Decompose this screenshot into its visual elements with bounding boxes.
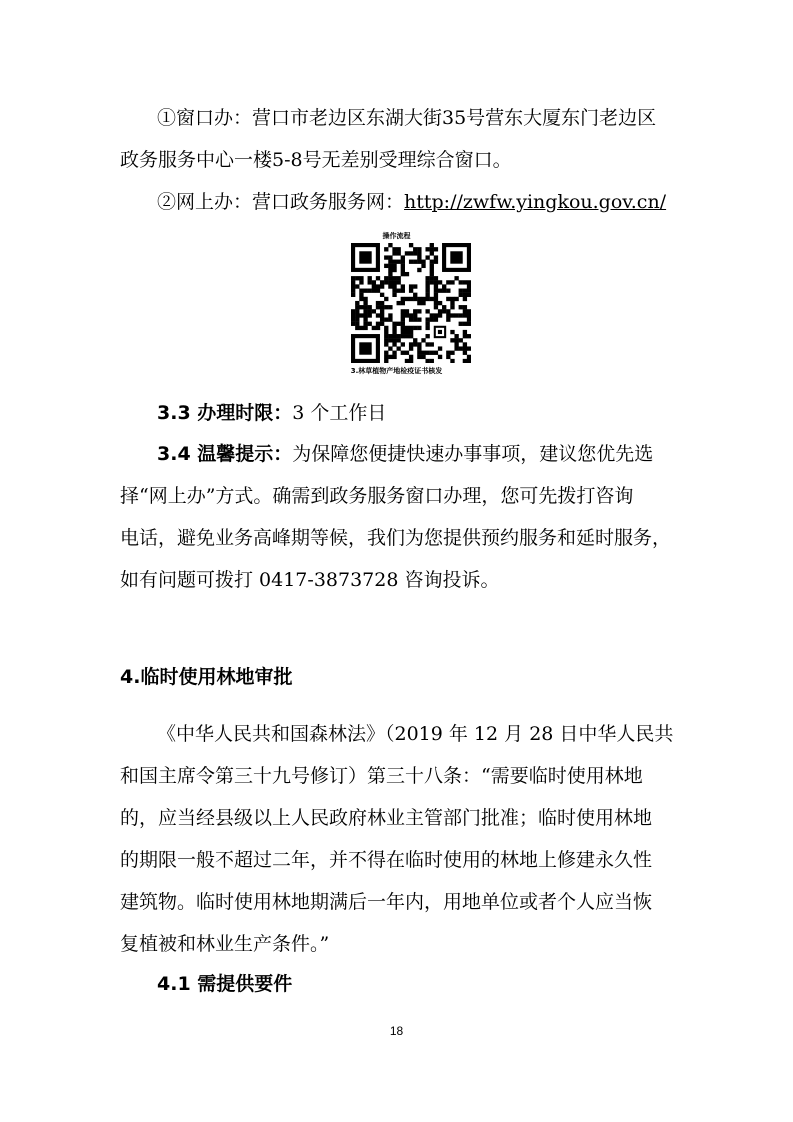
tips-text-1: 为保障您便捷快速办事事项，建议您优先选 <box>292 443 654 465</box>
online-service-url[interactable]: http://zwfw.yingkou.gov.cn/ <box>404 191 667 213</box>
requirements-subheading: 4.1 需提供要件 <box>157 973 293 995</box>
qr-caption: 3.林草植物产地检疫证书核发 <box>350 367 443 375</box>
time-limit-line <box>157 396 676 430</box>
law-line-1: 《中华人民共和国森林法》（2019 年 12 月 28 日中华人民共 <box>157 723 674 745</box>
window-service-line-1: ①窗口办：营口市老边区东湖大街35号营东大厦东门老边区 <box>157 107 657 129</box>
tips-line-3: 电话，避免业务高峰期等候，我们为您提供预约服务和延时服务， <box>120 527 672 549</box>
time-limit-label: 3.3 办理时限： <box>157 402 293 424</box>
law-line-5: 建筑物。临时使用林地期满后一年内，用地单位或者个人应当恢 <box>120 891 653 913</box>
online-service-line <box>157 185 676 219</box>
qr-title: 操作流程 <box>382 232 411 240</box>
tips-line-4: 如有问题可拨打 0417-3873728 咨询投诉。 <box>120 569 500 591</box>
page-number: 18 <box>389 1024 404 1038</box>
qr-code-image[interactable] <box>351 243 471 363</box>
law-line-2: 和国主席令第三十九号修订）第三十八条：“需要临时使用林地 <box>120 765 643 787</box>
time-limit-value: 3 个工作日 <box>292 402 387 424</box>
law-line-6: 复植被和林业生产条件。” <box>120 933 330 955</box>
tips-label: 3.4 温馨提示： <box>157 443 293 465</box>
tips-line-2: 择“网上办”方式。确需到政务服务窗口办理，您可先拨打咨询 <box>120 485 634 507</box>
law-line-3: 的，应当经县级以上人民政府林业主管部门批准；临时使用林地 <box>120 807 653 829</box>
window-service-line-2: 政务服务中心一楼5-8号无差别受理综合窗口。 <box>120 149 512 171</box>
online-service-label: ②网上办：营口政务服务网： <box>157 191 405 213</box>
section-heading: 4.临时使用林地审批 <box>120 666 293 688</box>
law-line-4: 的期限一般不超过二年，并不得在临时使用的林地上修建永久性 <box>120 849 653 871</box>
tips-line-1 <box>157 437 676 471</box>
